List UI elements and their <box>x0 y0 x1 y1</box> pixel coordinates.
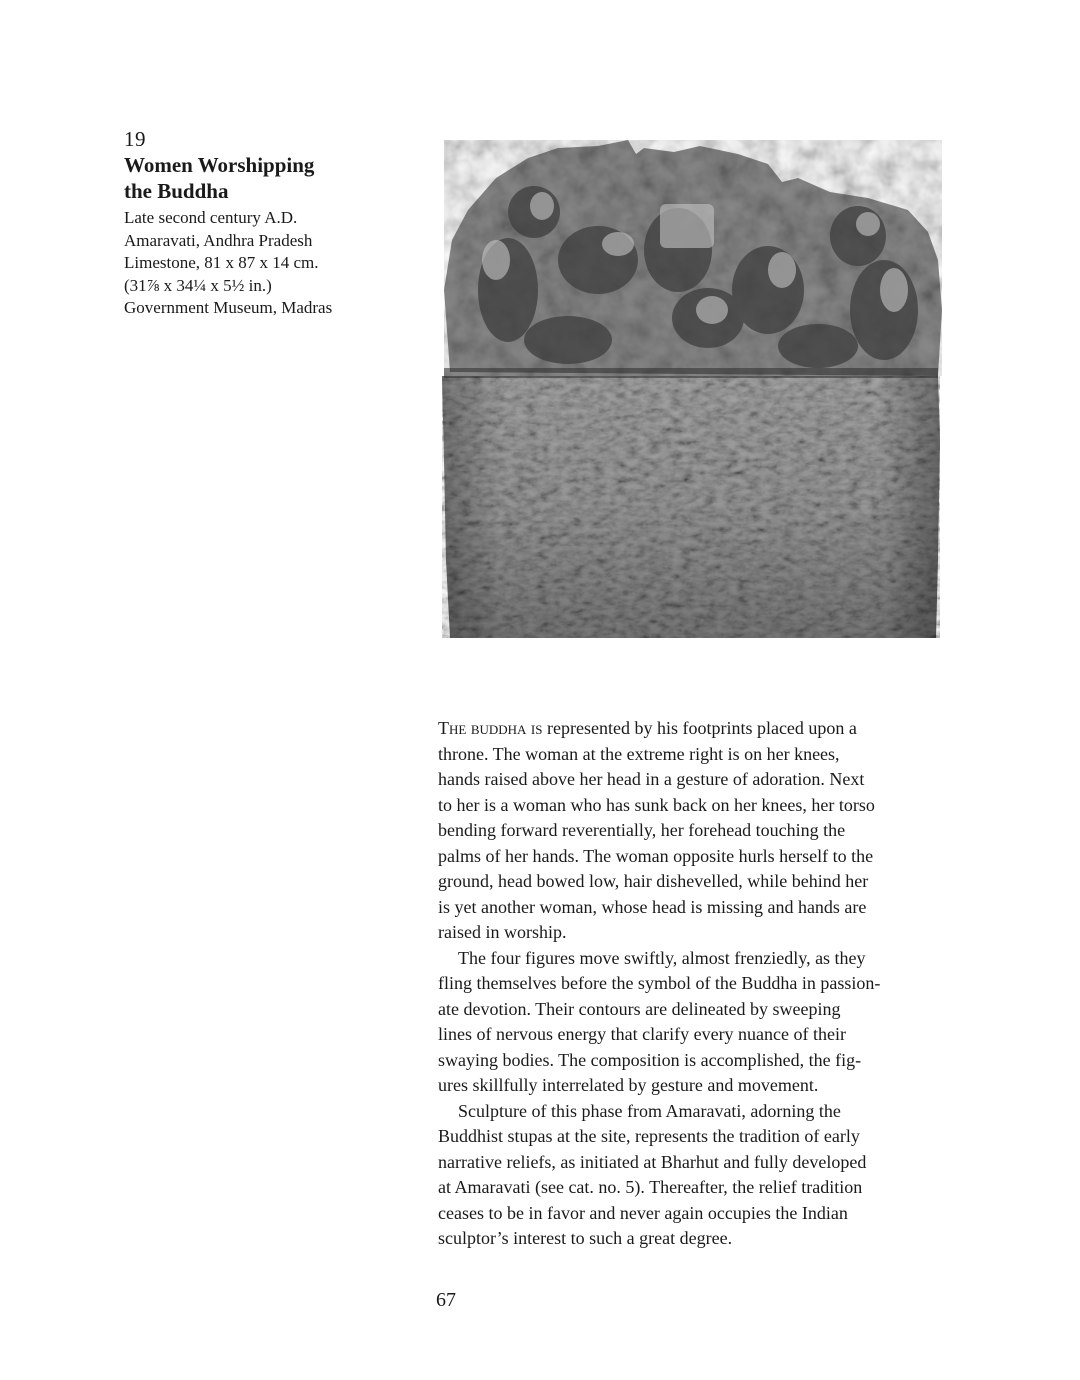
text-fragment: represented by his footprints placed upon a <box>542 718 857 738</box>
text-line: palms of her hands. The woman opposite hurls herself to the <box>438 845 874 866</box>
paragraph <box>438 946 968 1099</box>
text-line: hands raised above her head in a gesture of adoration. Next <box>438 769 865 789</box>
text-line: narrative reliefs, as initiated at Bharhut and fully developed <box>438 1151 867 1172</box>
text-line: swaying bodies. The composition is accomplished, the fig- <box>438 1049 862 1070</box>
text-line: ures skillfully interrelated by gesture and movement. <box>438 1075 819 1095</box>
artwork-provenance: Amaravati, Andhra Pradesh <box>124 230 313 250</box>
figure-caption <box>124 126 424 320</box>
artwork-title-line: Women Worshipping <box>124 153 315 177</box>
text-line: is yet another woman, whose head is missing and hands are <box>438 896 867 917</box>
text-line: ground, head bowed low, hair dishevelled, while behind her <box>438 871 869 891</box>
text-line: raised in worship. <box>438 922 567 942</box>
paragraph <box>438 716 968 946</box>
text-line: to her is a woman who has sunk back on her knees, her torso <box>438 794 875 815</box>
artwork-title-line: the Buddha <box>124 179 229 203</box>
text-line: ate devotion. Their contours are delineated by sweeping <box>438 998 841 1019</box>
text-line <box>438 716 968 742</box>
paragraph <box>438 1099 968 1252</box>
catalog-number: 19 <box>124 127 146 151</box>
text-line: bending forward reverentially, her forehead touching the <box>438 820 846 840</box>
artwork-metadata <box>124 207 424 320</box>
page-number: 67 <box>436 1289 456 1311</box>
text-line: at Amaravati (see cat. no. 5). Thereafter, the relief tradition <box>438 1177 863 1197</box>
text-line: ceases to be in favor and never again occupies the Indian <box>438 1202 848 1223</box>
artwork-date: Late second century A.D. <box>124 208 298 227</box>
essay-body <box>438 716 968 1252</box>
text-line: Sculpture of this phase from Amaravati, adorning the <box>458 1100 841 1121</box>
text-line: lines of nervous energy that clarify every nuance of their <box>438 1024 847 1044</box>
sculpture-photo <box>438 140 958 640</box>
text-line: throne. The woman at the extreme right is on her knees, <box>438 743 840 764</box>
artwork-collection: Government Museum, Madras <box>124 298 333 317</box>
lead-in: The buddha is <box>438 718 543 738</box>
text-line: The four figures move swiftly, almost frenziedly, as they <box>458 947 866 968</box>
text-line: sculptor’s interest to such a great degree. <box>438 1228 733 1248</box>
text-line: Buddhist stupas at the site, represents the tradition of early <box>438 1126 860 1146</box>
text-line: fling themselves before the symbol of the Buddha in passion- <box>438 973 881 993</box>
artwork-title <box>124 152 424 204</box>
artwork-material-metric: Limestone, 81 x 87 x 14 cm. <box>124 253 319 272</box>
artwork-dimensions-imperial: (31⅞ x 34¼ x 5½ in.) <box>124 275 272 295</box>
